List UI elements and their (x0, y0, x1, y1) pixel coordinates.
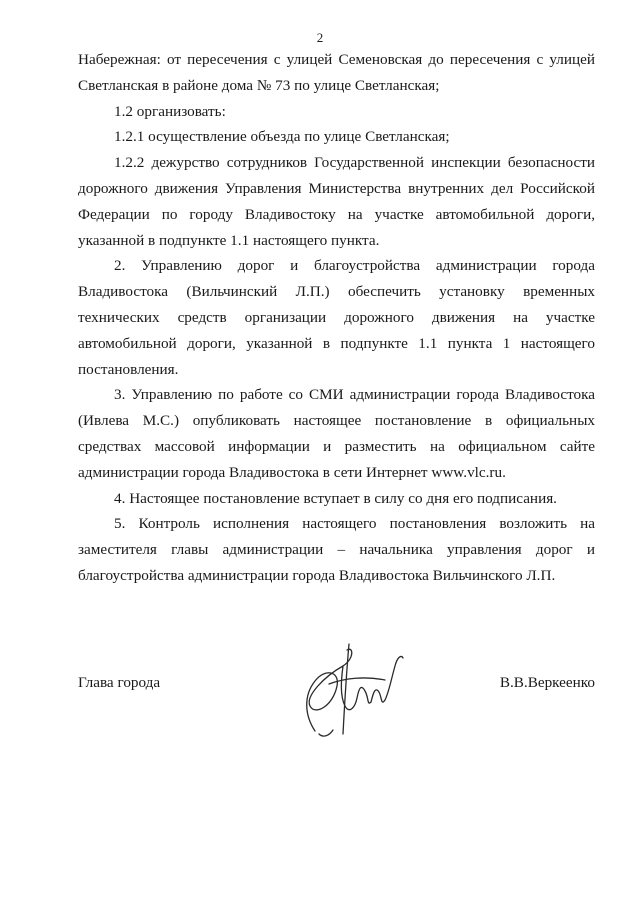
paragraph-continuation: Набережная: от пересечения с улицей Семеновская до пересечения с улицей Светланская в районе дома № 73 по улице Светланская; (78, 51, 595, 94)
paragraph-1-2: 1.2 организовать: (114, 102, 226, 120)
paragraph-1-2-2: 1.2.2 дежурство сотрудников Государственной инспекции безопасности дорожного движения Управления Министерства внутренних дел Российской Федерации по городу Владивостоку на участке автомобильной дороги, указанной в подпункте 1.1 настоящего пункта. (78, 154, 595, 249)
signatory-name: В.В.Веркеенко (499, 674, 595, 691)
document-body (78, 47, 595, 589)
paragraph-5: 5. Контроль исполнения настоящего постановления возложить на заместителя главы администрации – начальника управления дорог и благоустройства администрации города Владивостока Вильчинского Л.П. (78, 515, 595, 584)
paragraph-2: 2. Управлению дорог и благоустройства администрации города Владивостока (Вильчинский Л.П.) обеспечить установку временных технических средств организации дорожного движения на участке автомобильной дороги, указанной в подпункте 1.1 пункта 1 настоящего постановления. (78, 257, 595, 378)
paragraph-4: 4. Настоящее постановление вступает в силу со дня его подписания. (114, 489, 557, 507)
signatory-role: Глава города (78, 674, 161, 691)
page-number: 2 (316, 30, 324, 45)
paragraph-1-2-1: 1.2.1 осуществление объезда по улице Светланская; (114, 128, 450, 146)
paragraph-3: 3. Управлению по работе со СМИ администрации города Владивостока (Ивлева М.С.) опубликовать настоящее постановление в официальных средствах массовой информации и разместить на официальном сайте администрации города Владивостока в сети Интернет www.vlc.ru. (78, 386, 595, 481)
handwritten-signature (285, 636, 415, 746)
